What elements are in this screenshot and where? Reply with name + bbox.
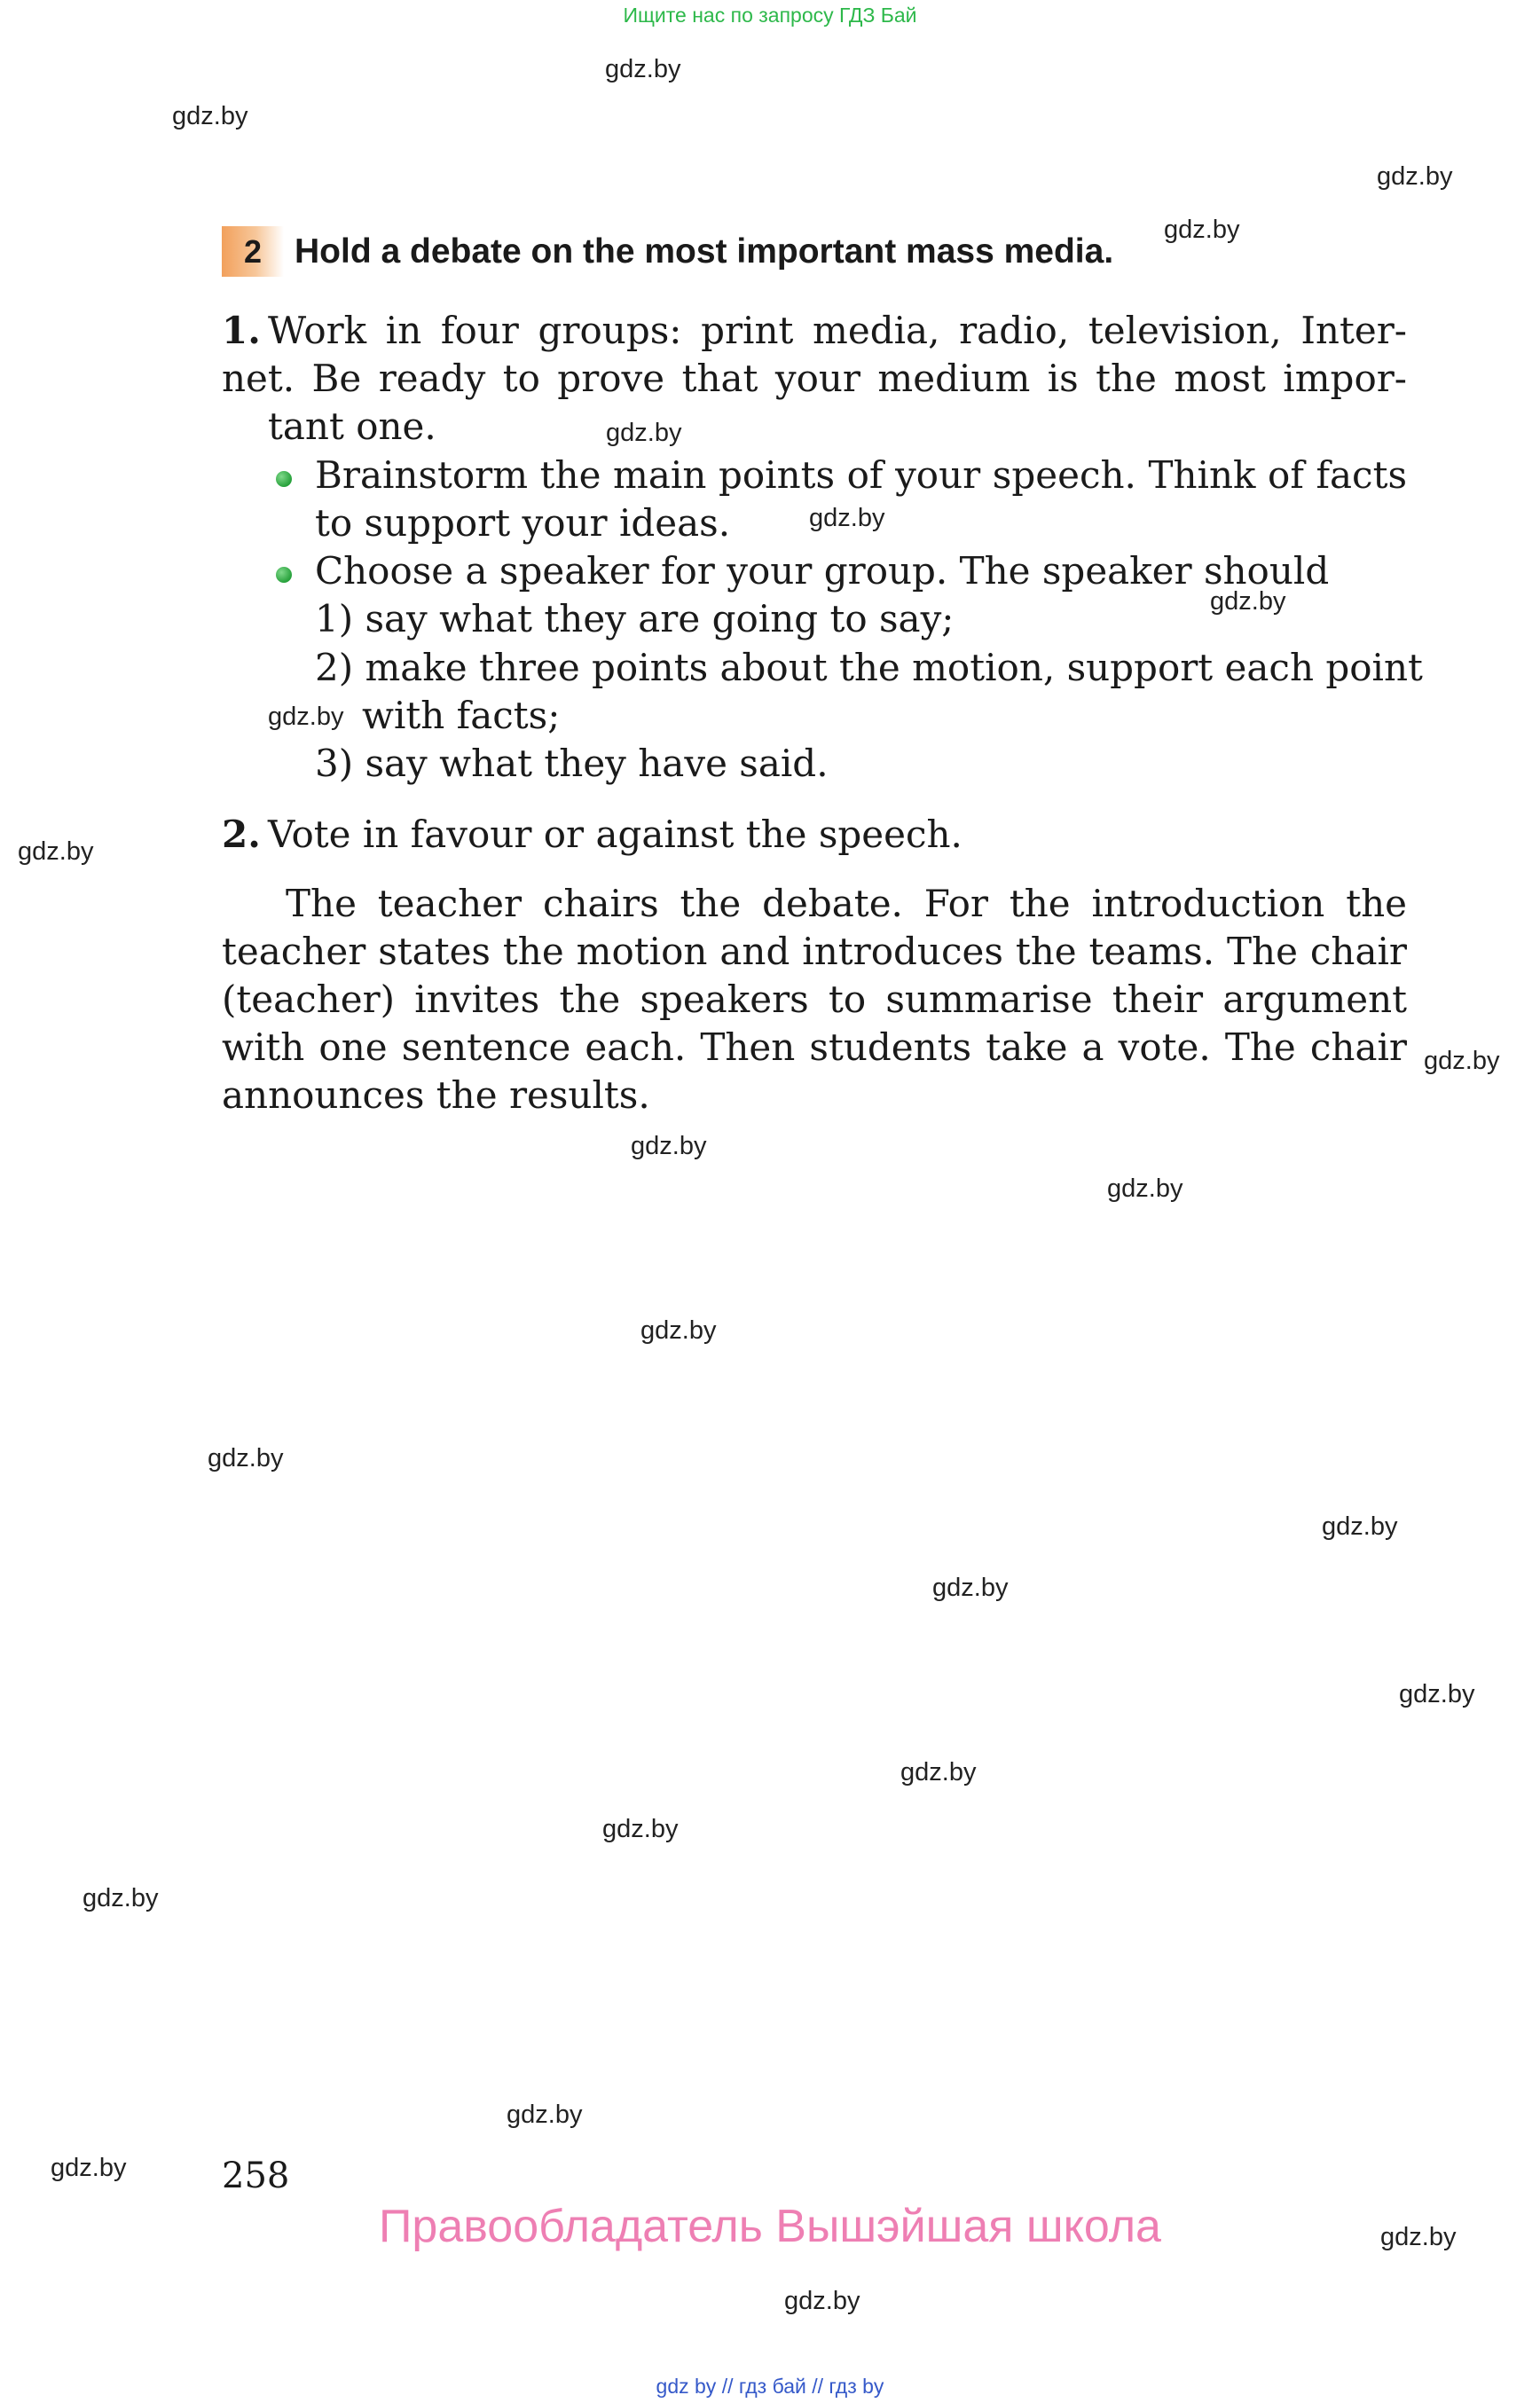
- footer-links[interactable]: gdz by // гдз бай // гдз by: [656, 2375, 884, 2398]
- step-2-line: with facts;: [362, 694, 561, 737]
- watermark: gdz.by: [631, 1132, 707, 1160]
- step-1: 1) say what they are going to say;: [315, 597, 955, 640]
- paragraph-line: teacher states the motion and introduces the teams. The chair: [222, 930, 1407, 973]
- watermark: gdz.by: [1164, 216, 1240, 244]
- watermark: gdz.by: [900, 1758, 977, 1787]
- watermark: gdz.by: [172, 102, 248, 130]
- watermark: gdz.by: [606, 419, 682, 447]
- watermark: gdz.by: [1210, 587, 1286, 616]
- bullet-icon: [276, 567, 292, 583]
- paragraph-line: (teacher) invites the speakers to summarise their argument: [222, 978, 1407, 1021]
- watermark: gdz.by: [82, 1884, 159, 1912]
- watermark: gdz.by: [640, 1316, 717, 1345]
- task-1-number: 1.: [222, 309, 261, 352]
- watermark: gdz.by: [1399, 1680, 1475, 1708]
- watermark: gdz.by: [809, 504, 885, 532]
- watermark: gdz.by: [51, 2154, 127, 2182]
- watermark: gdz.by: [1380, 2223, 1457, 2251]
- copyright-notice: Правообладатель Вышэйшая школа: [379, 2201, 1161, 2252]
- paragraph-line: The teacher chairs the debate. For the introduction the: [286, 882, 1407, 925]
- bullet-icon: [276, 471, 292, 487]
- watermark: gdz.by: [605, 55, 681, 83]
- step-2-line: 2) make three points about the motion, support each point: [315, 646, 1423, 689]
- watermark: gdz.by: [602, 1815, 679, 1843]
- task-2-number: 2.: [222, 813, 261, 856]
- exercise-header: [222, 226, 1198, 277]
- exercise-number: 2: [222, 226, 284, 277]
- watermark: gdz.by: [784, 2287, 860, 2315]
- step-3: 3) say what they have said.: [315, 742, 829, 785]
- exercise-title: Hold a debate on the most important mass media.: [295, 232, 1114, 271]
- paragraph-line: with one sentence each. Then students take a vote. The chair: [222, 1025, 1407, 1069]
- task-2-text: Vote in favour or against the speech.: [268, 813, 962, 856]
- watermark: gdz.by: [1107, 1174, 1183, 1203]
- watermark: gdz.by: [268, 703, 344, 731]
- task-1-line: tant one.: [268, 404, 436, 448]
- task-1-line: Work in four groups: print media, radio, television, Inter-: [268, 309, 1407, 352]
- page-number: 258: [222, 2156, 290, 2196]
- bullet-1-line: to support your ideas.: [315, 501, 731, 545]
- watermark: gdz.by: [208, 1444, 284, 1472]
- watermark: gdz.by: [18, 837, 94, 866]
- watermark: gdz.by: [932, 1574, 1009, 1602]
- bullet-1-line: Brainstorm the main points of your speech. Think of facts: [315, 453, 1407, 497]
- task-1-line: net. Be ready to prove that your medium is the most impor-: [222, 357, 1407, 400]
- watermark: gdz.by: [1424, 1047, 1500, 1075]
- top-banner[interactable]: Ищите нас по запросу ГДЗ Бай: [623, 4, 917, 27]
- paragraph-line: announces the results.: [222, 1073, 650, 1117]
- bullet-2-line: Choose a speaker for your group. The speaker should: [315, 549, 1330, 593]
- watermark: gdz.by: [507, 2101, 583, 2129]
- watermark: gdz.by: [1377, 162, 1453, 191]
- watermark: gdz.by: [1322, 1512, 1398, 1541]
